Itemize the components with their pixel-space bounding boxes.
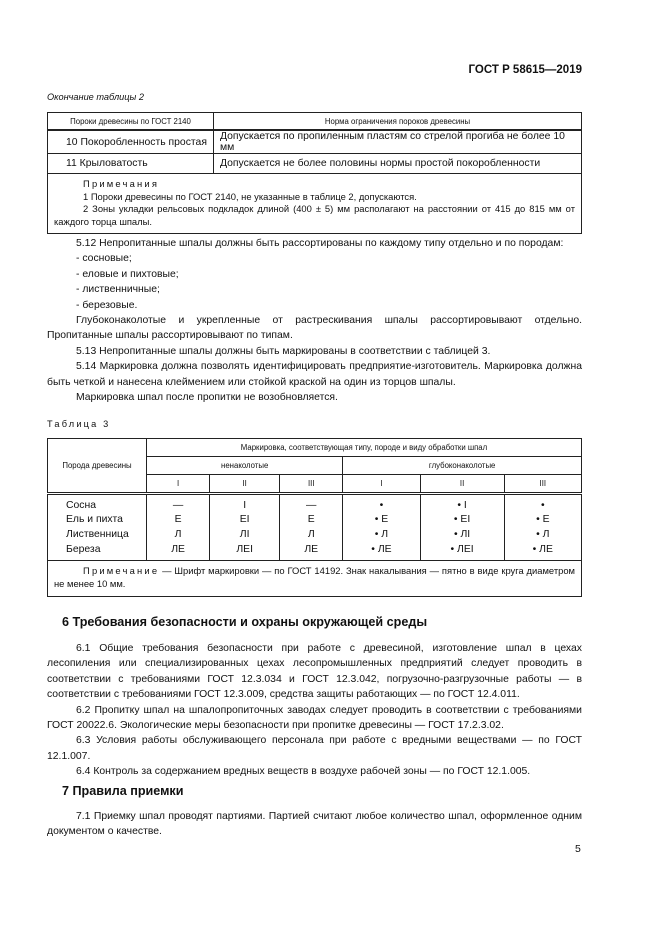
list-item: - березовые. <box>76 299 138 311</box>
table-notes-row <box>48 174 582 234</box>
paragraph: Маркировка шпал после пропитки не возобновляется. <box>76 392 338 404</box>
table-cell: Е <box>147 513 210 528</box>
column-header: Норма ограничения пороков древесины <box>214 113 582 131</box>
note: 1 Пороки древесины по ГОСТ 2140, не указанные в таблице 2, допускаются. <box>83 190 417 202</box>
table-cell: Береза <box>48 542 147 561</box>
table-cell: Ель и пихта <box>48 513 147 528</box>
type-header: II <box>210 475 280 494</box>
paragraph: 6.4 Контроль за содержанием вредных веществ в воздухе рабочей зоны — по ГОСТ 12.1.005. <box>76 766 531 778</box>
table-cell: • Л <box>343 527 420 542</box>
table-row <box>48 130 582 154</box>
table-cell: Лиственница <box>48 527 147 542</box>
paragraph: 5.13 Непропитанные шпалы должны быть маркированы в соответствии с таблицей 3. <box>76 345 491 357</box>
list-item: - сосновые; <box>76 253 132 265</box>
group-header: глубоконаколотые <box>343 457 582 475</box>
table-cell: ЛI <box>210 527 280 542</box>
column-header: Маркировка, соответствующая типу, породе и виду обработки шпал <box>147 439 582 457</box>
table-cell: 11 Крыловатость <box>48 154 214 174</box>
table-cell: • Е <box>504 513 581 528</box>
paragraph: 6.1 Общие требования безопасности при работе с древесиной, изготовление шпал в цехах лесопиления или специализированных цехах лесопромышленных предприятий следует проводить в соответствии с требованиями ГОСТ 12.3.034 и ГОСТ 12.3.042, погрузочно-разгрузочные работы — в соответствии с требованиями ГОСТ 12.3.009, средства защиты работающих — по ГОСТ 12.4.011. <box>47 643 582 701</box>
paragraph: 6.3 Условия работы обслуживающего персонала при работе с вредными веществами — по ГОСТ 12.1.007. <box>47 735 582 762</box>
note: 2 Зоны укладки рельсовых подкладок длиной (400 ± 5) мм располагают на расстоянии от 415 до 815 мм от каждого торца шпалы. <box>54 203 575 227</box>
table-cell: • ЛЕI <box>420 542 504 561</box>
type-header: III <box>504 475 581 494</box>
table-row <box>48 494 582 513</box>
paragraph: 5.12 Непропитанные шпалы должны быть рассортированы по каждому типу отдельно и по породам: <box>76 238 564 249</box>
section-6-heading: 6 Требования безопасности и охраны окружающей среды <box>62 615 428 629</box>
section-7-paragraphs <box>47 809 582 840</box>
table-header-row <box>48 439 582 457</box>
table-row <box>48 527 582 542</box>
table-cell: Допускается по пропиленным пластям со стрелой прогиба не более 10 мм <box>214 130 582 154</box>
table-cell: • Л <box>504 527 581 542</box>
table-3 <box>47 438 582 597</box>
table-cell: ЛЕ <box>147 542 210 561</box>
list-item: - лиственничные; <box>76 284 160 296</box>
table-row <box>48 542 582 561</box>
table-cell: Л <box>280 527 343 542</box>
table-cell: — <box>147 494 210 513</box>
table-cell: • ЛЕ <box>504 542 581 561</box>
type-header: I <box>343 475 420 494</box>
group-header: ненаколотые <box>147 457 343 475</box>
table-row <box>48 154 582 174</box>
type-header: III <box>280 475 343 494</box>
table-cell: Допускается не более половины нормы простой покоробленности <box>214 154 582 174</box>
table-cell: • ЛЕ <box>343 542 420 561</box>
table-2 <box>47 112 582 234</box>
note-text: — Шрифт маркировки — по ГОСТ 14192. Знак накалывания — пятно в виде круга диаметром не менее 10 мм. <box>54 565 575 589</box>
table-cell: Л <box>147 527 210 542</box>
section-6-paragraphs <box>47 641 582 780</box>
table-cell: Сосна <box>48 494 147 513</box>
table-cell: • I <box>420 494 504 513</box>
paragraph: 5.14 Маркировка должна позволять идентифицировать предприятие-изготовитель. Маркировка должна быть четкой и нанесена клеймением или стойкой краской на один из торцов шпалы. <box>47 361 582 388</box>
note-label: Примечание <box>83 565 160 577</box>
type-header: I <box>147 475 210 494</box>
paragraph: 7.1 Приемку шпал проводят партиями. Партией считают любое количество шпал, оформленное одним документом о качестве. <box>47 811 582 838</box>
table-cell: • <box>504 494 581 513</box>
column-header: Пороки древесины по ГОСТ 2140 <box>48 113 214 131</box>
table-cell: • ЛI <box>420 527 504 542</box>
table-continuation-label: Окончание таблицы 2 <box>47 92 144 102</box>
table-header-row <box>48 113 582 131</box>
table-cell: — <box>280 494 343 513</box>
paragraph: 6.2 Пропитку шпал на шпалопропиточных заводах следует проводить в соответствии с требованиями ГОСТ 20022.6. Экологические меры безопасности при пропитке древесины — ГОСТ 17.2.3.02. <box>47 704 582 732</box>
table-cell: ЛЕI <box>210 542 280 561</box>
table-cell: I <box>210 494 280 513</box>
table-3-caption: Таблица 3 <box>47 419 111 429</box>
list-item: - еловые и пихтовые; <box>76 268 179 280</box>
table-cell: • <box>343 494 420 513</box>
table-cell: ЕI <box>210 513 280 528</box>
table-notes-row <box>48 561 582 596</box>
table-cell: ЛЕ <box>280 542 343 561</box>
row-header: Порода древесины <box>48 439 147 494</box>
document-id: ГОСТ Р 58615—2019 <box>468 64 582 76</box>
page-number: 5 <box>575 843 581 855</box>
table-cell: • Е <box>343 513 420 528</box>
table-cell: 10 Покоробленность простая <box>48 130 214 154</box>
table-cell: Е <box>280 513 343 528</box>
table-row <box>48 513 582 528</box>
table-cell: • ЕI <box>420 513 504 528</box>
type-header: II <box>420 475 504 494</box>
section-7-heading: 7 Правила приемки <box>62 784 184 798</box>
paragraph: Глубоконаколотые и укрепленные от растрескивания шпалы рассортировывают отдельно. Пропитанные шпалы рассортировывают по типам. <box>47 315 582 342</box>
notes-title: Примечания <box>83 178 160 189</box>
section-5-paragraphs <box>47 236 582 405</box>
